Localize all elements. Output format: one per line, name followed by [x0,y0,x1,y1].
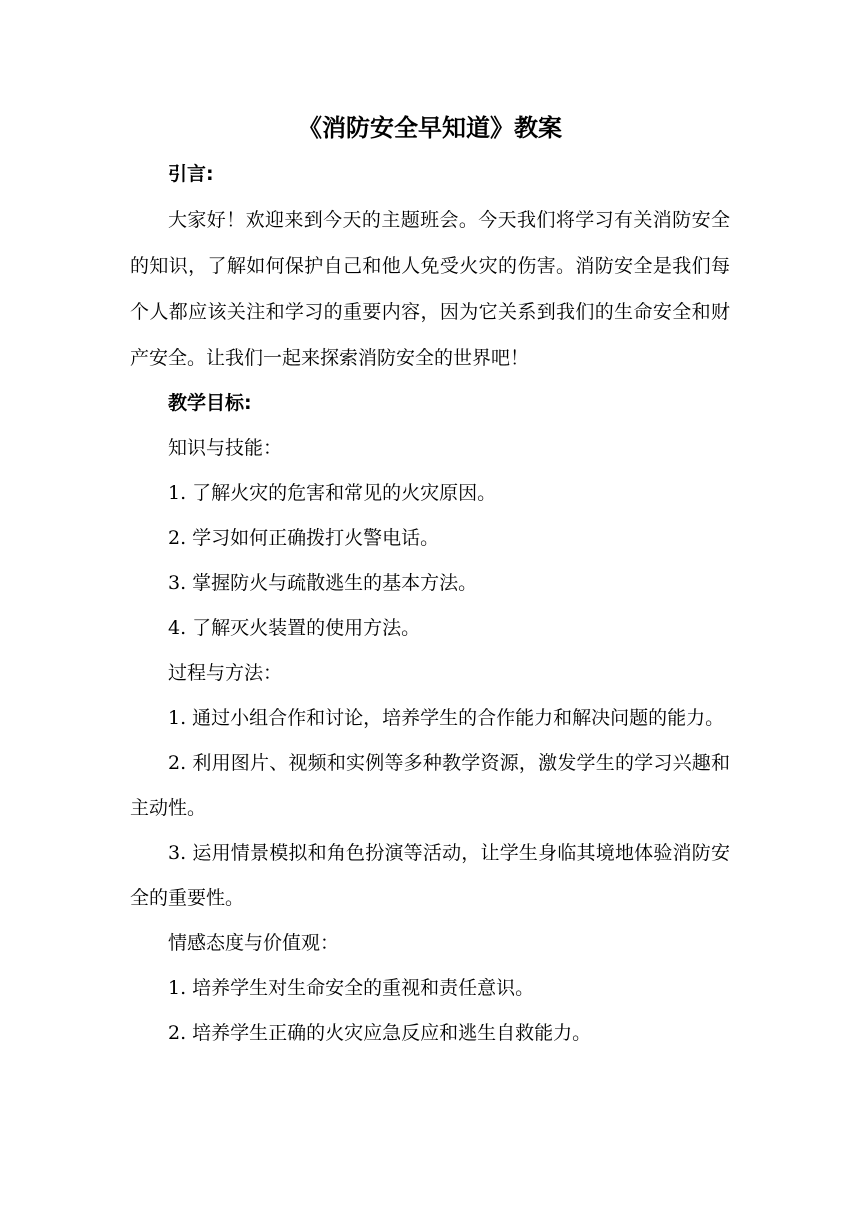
intro-paragraph: 大家好！欢迎来到今天的主题班会。今天我们将学习有关消防安全的知识，了解如何保护自己和他人免受火灾的伤害。消防安全是我们每个人都应该关注和学习的重要内容，因为它关系到我们的生命安全和财产安全。让我们一起来探索消防安全的世界吧！ [130,209,730,369]
document-body [130,152,730,1056]
list-item: 4. 了解灭火装置的使用方法。 [168,617,421,639]
list-item: 3. 掌握防火与疏散逃生的基本方法。 [168,572,478,594]
list-item: 3. 运用情景模拟和角色扮演等活动，让学生身临其境地体验消防安全的重要性。 [130,842,730,909]
list-item: 2. 利用图片、视频和实例等多种教学资源，激发学生的学习兴趣和主动性。 [130,752,730,819]
knowledge-heading: 知识与技能： [168,437,283,459]
process-heading: 过程与方法： [168,662,283,684]
list-item: 1. 了解火灾的危害和常见的火灾原因。 [168,482,497,504]
document-title: 《消防安全早知道》教案 [298,114,562,142]
emotion-heading: 情感态度与价值观： [168,932,340,954]
intro-heading: 引言: [168,163,214,185]
list-item: 1. 通过小组合作和讨论，培养学生的合作能力和解决问题的能力。 [168,707,725,729]
list-item: 1. 培养学生对生命安全的重视和责任意识。 [168,977,535,999]
list-item: 2. 学习如何正确拨打火警电话。 [168,527,440,549]
list-item: 2. 培养学生正确的火灾应急反应和逃生自救能力。 [168,1022,592,1044]
objectives-heading: 教学目标: [168,392,252,414]
